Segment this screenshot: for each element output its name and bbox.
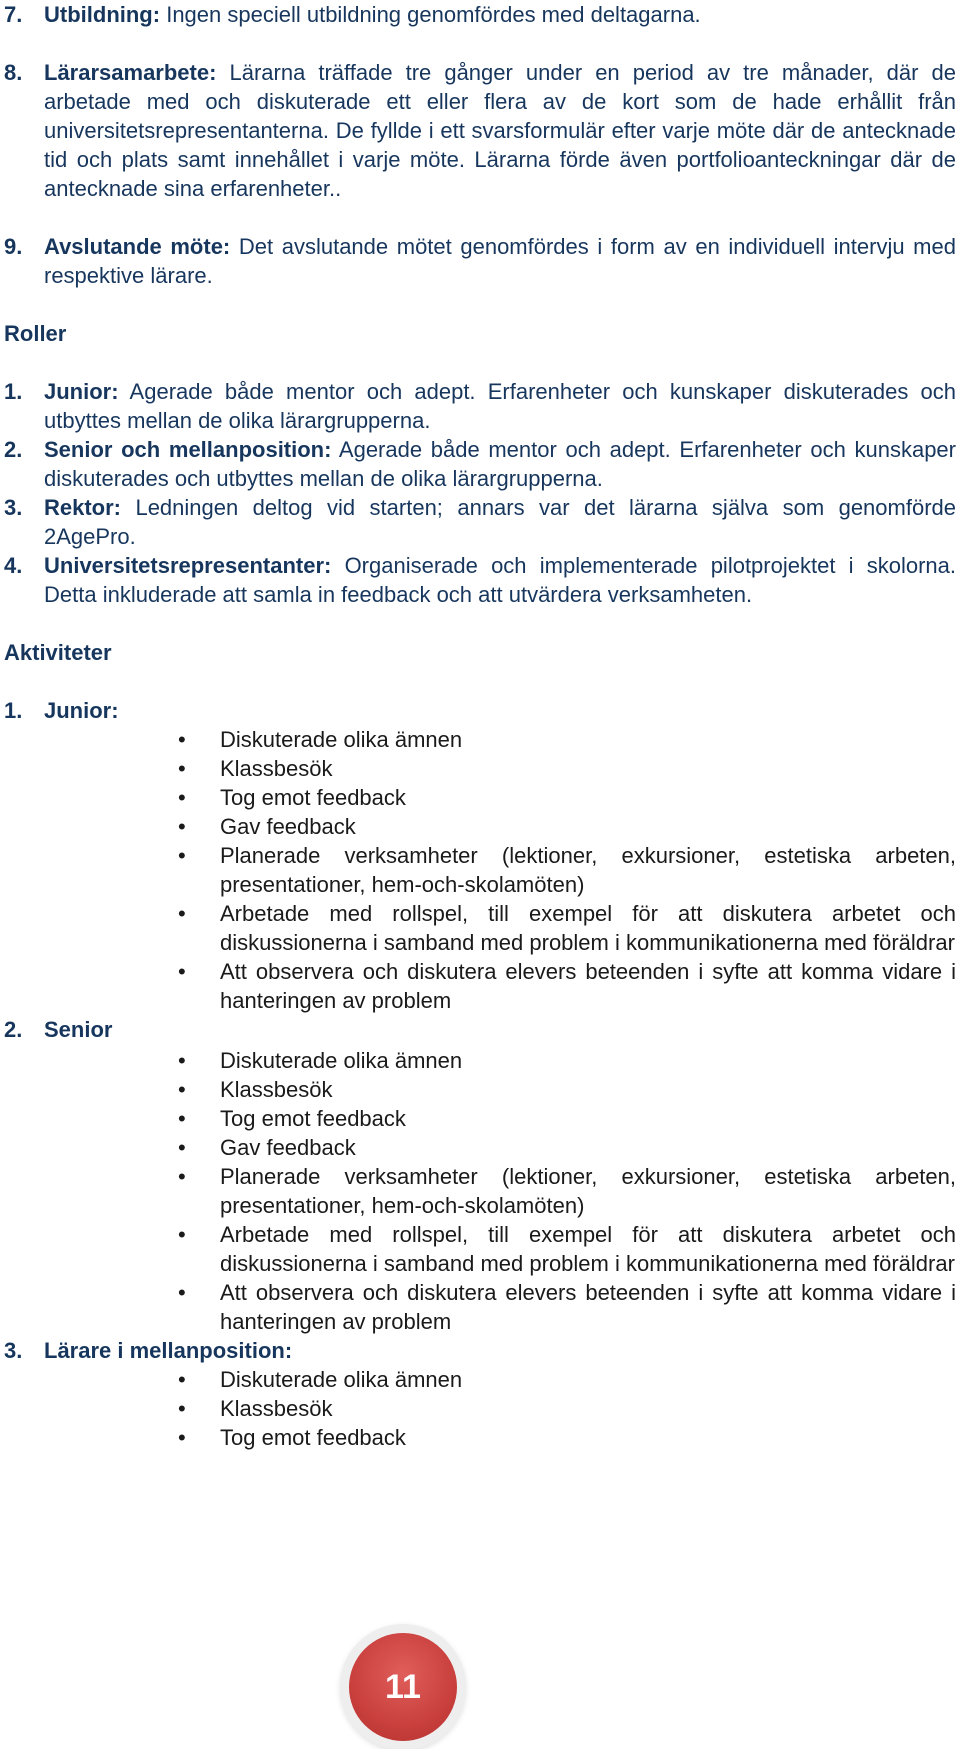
list-item-utbildning bbox=[4, 0, 956, 29]
list-item-senior-roll bbox=[4, 435, 956, 493]
activity-list-mellanposition bbox=[4, 1365, 956, 1452]
item-title: Lärarsamarbete: bbox=[44, 60, 217, 85]
activity-group-senior bbox=[4, 1015, 956, 1044]
item-title: Utbildning: bbox=[44, 2, 161, 27]
item-title: Avslutande möte: bbox=[44, 234, 231, 259]
group-number: 1. bbox=[4, 698, 23, 723]
item-number: 7. bbox=[4, 2, 23, 27]
bullet-icon: • bbox=[178, 1048, 186, 1073]
activity-list-senior bbox=[4, 1046, 956, 1336]
bullet-text: Gav feedback bbox=[220, 1135, 356, 1160]
item-number: 8. bbox=[4, 60, 23, 85]
item-text: Lärarna träffade tre gånger under en period av tre månader, där de arbetade med och diskuterade ett eller flera av de kort som de hade erhållit från universitetsrepresentanterna. De fyllde i ett svarsformulär efter varje möte där de antecknade tid och plats samt innehållet i varje möte. Lärarna förde även portfolioanteckningar där de antecknade sina erfarenheter.. bbox=[44, 60, 956, 201]
bullet-text: Planerade verksamheter (lektioner, exkursioner, estetiska arbeten, presentationer, hem-och-skolamöten) bbox=[220, 843, 956, 897]
bullet-icon: • bbox=[178, 785, 186, 810]
list-item bbox=[4, 1278, 956, 1336]
item-title: Rektor: bbox=[44, 495, 122, 520]
group-title: Senior bbox=[44, 1017, 113, 1042]
bullet-icon: • bbox=[178, 727, 186, 752]
bullet-icon: • bbox=[178, 1396, 186, 1421]
bullet-icon: • bbox=[178, 756, 186, 781]
document-page bbox=[4, 0, 956, 1452]
list-item bbox=[4, 1220, 956, 1278]
item-text: Det avslutande mötet genomfördes i form av en individuell intervju med respektive lärare. bbox=[44, 234, 956, 288]
list-item-avslutande-mote bbox=[4, 232, 956, 290]
item-title: Junior: bbox=[44, 379, 119, 404]
bullet-text: Gav feedback bbox=[220, 814, 356, 839]
bullet-icon: • bbox=[178, 1077, 186, 1102]
group-number: 2. bbox=[4, 1017, 23, 1042]
activity-group-mellanposition bbox=[4, 1336, 956, 1365]
list-item bbox=[4, 1394, 956, 1423]
page-number-badge: 11 bbox=[349, 1633, 457, 1741]
group-title: Lärare i mellanposition: bbox=[44, 1338, 293, 1363]
bullet-text: Att observera och diskutera elevers beteenden i syfte att komma vidare i hanteringen av problem bbox=[220, 1280, 956, 1334]
item-number: 3. bbox=[4, 495, 23, 520]
group-title: Junior: bbox=[44, 698, 119, 723]
list-item bbox=[4, 1075, 956, 1104]
bullet-text: Arbetade med rollspel, till exempel för att diskutera arbetet och diskussionerna i samband med problem i kommunikationerna med föräldrar bbox=[220, 901, 956, 955]
list-item-universitet-roll bbox=[4, 551, 956, 609]
group-number: 3. bbox=[4, 1338, 23, 1363]
bullet-text: Diskuterade olika ämnen bbox=[220, 1367, 463, 1392]
bullet-text: Tog emot feedback bbox=[220, 785, 406, 810]
item-text: Ingen speciell utbildning genomfördes med deltagarna. bbox=[166, 2, 701, 27]
list-item bbox=[4, 957, 956, 1015]
item-title: Universitetsrepresentanter: bbox=[44, 553, 332, 578]
bullet-text: Diskuterade olika ämnen bbox=[220, 1048, 463, 1073]
bullet-icon: • bbox=[178, 1135, 186, 1160]
list-item bbox=[4, 899, 956, 957]
bullet-text: Att observera och diskutera elevers beteenden i syfte att komma vidare i hanteringen av problem bbox=[220, 959, 956, 1013]
list-item bbox=[4, 841, 956, 899]
bullet-text: Tog emot feedback bbox=[220, 1425, 406, 1450]
bullet-icon: • bbox=[178, 1367, 186, 1392]
bullet-icon: • bbox=[178, 843, 186, 868]
bullet-icon: • bbox=[178, 1425, 186, 1450]
bullet-icon: • bbox=[178, 1106, 186, 1131]
list-item bbox=[4, 1133, 956, 1162]
bullet-text: Klassbesök bbox=[220, 756, 333, 781]
bullet-text: Tog emot feedback bbox=[220, 1106, 406, 1131]
list-item bbox=[4, 1162, 956, 1220]
list-item-lararsamarbete bbox=[4, 58, 956, 203]
item-number: 4. bbox=[4, 553, 23, 578]
bullet-icon: • bbox=[178, 959, 186, 984]
bullet-text: Klassbesök bbox=[220, 1396, 333, 1421]
bullet-text: Planerade verksamheter (lektioner, exkursioner, estetiska arbeten, presentationer, hem-och-skolamöten) bbox=[220, 1164, 956, 1218]
list-item bbox=[4, 1423, 956, 1452]
list-item bbox=[4, 725, 956, 754]
list-item-junior-roll bbox=[4, 377, 956, 435]
bullet-text: Diskuterade olika ämnen bbox=[220, 727, 463, 752]
bullet-icon: • bbox=[178, 1280, 186, 1305]
list-item bbox=[4, 754, 956, 783]
list-item bbox=[4, 1365, 956, 1394]
item-title: Senior och mellanposition: bbox=[44, 437, 332, 462]
list-item bbox=[4, 1046, 956, 1075]
bullet-icon: • bbox=[178, 901, 186, 926]
item-text: Ledningen deltog vid starten; annars var det lärarna själva som genomförde 2AgePro. bbox=[44, 495, 956, 549]
bullet-text: Klassbesök bbox=[220, 1077, 333, 1102]
item-number: 9. bbox=[4, 234, 23, 259]
item-text: Agerade både mentor och adept. Erfarenheter och kunskaper diskuterades och utbyttes mellan de olika lärargrupperna. bbox=[44, 437, 956, 491]
item-text: Agerade både mentor och adept. Erfarenheter och kunskaper diskuterades och utbyttes mellan de olika lärargrupperna. bbox=[44, 379, 956, 433]
activity-group-junior bbox=[4, 696, 956, 725]
list-item bbox=[4, 812, 956, 841]
item-text: Organiserade och implementerade pilotprojektet i skolorna. Detta inkluderade att samla in feedback och att utvärdera verksamheten. bbox=[44, 553, 956, 607]
section-heading-aktiviteter: Aktiviteter bbox=[4, 640, 112, 665]
bullet-icon: • bbox=[178, 1222, 186, 1247]
section-heading-roller: Roller bbox=[4, 321, 67, 346]
item-number: 1. bbox=[4, 379, 23, 404]
bullet-icon: • bbox=[178, 814, 186, 839]
activity-list-junior bbox=[4, 725, 956, 1015]
list-item-rektor-roll bbox=[4, 493, 956, 551]
bullet-text: Arbetade med rollspel, till exempel för att diskutera arbetet och diskussionerna i samband med problem i kommunikationerna med föräldrar bbox=[220, 1222, 956, 1276]
item-number: 2. bbox=[4, 437, 23, 462]
bullet-icon: • bbox=[178, 1164, 186, 1189]
list-item bbox=[4, 783, 956, 812]
list-item bbox=[4, 1104, 956, 1133]
